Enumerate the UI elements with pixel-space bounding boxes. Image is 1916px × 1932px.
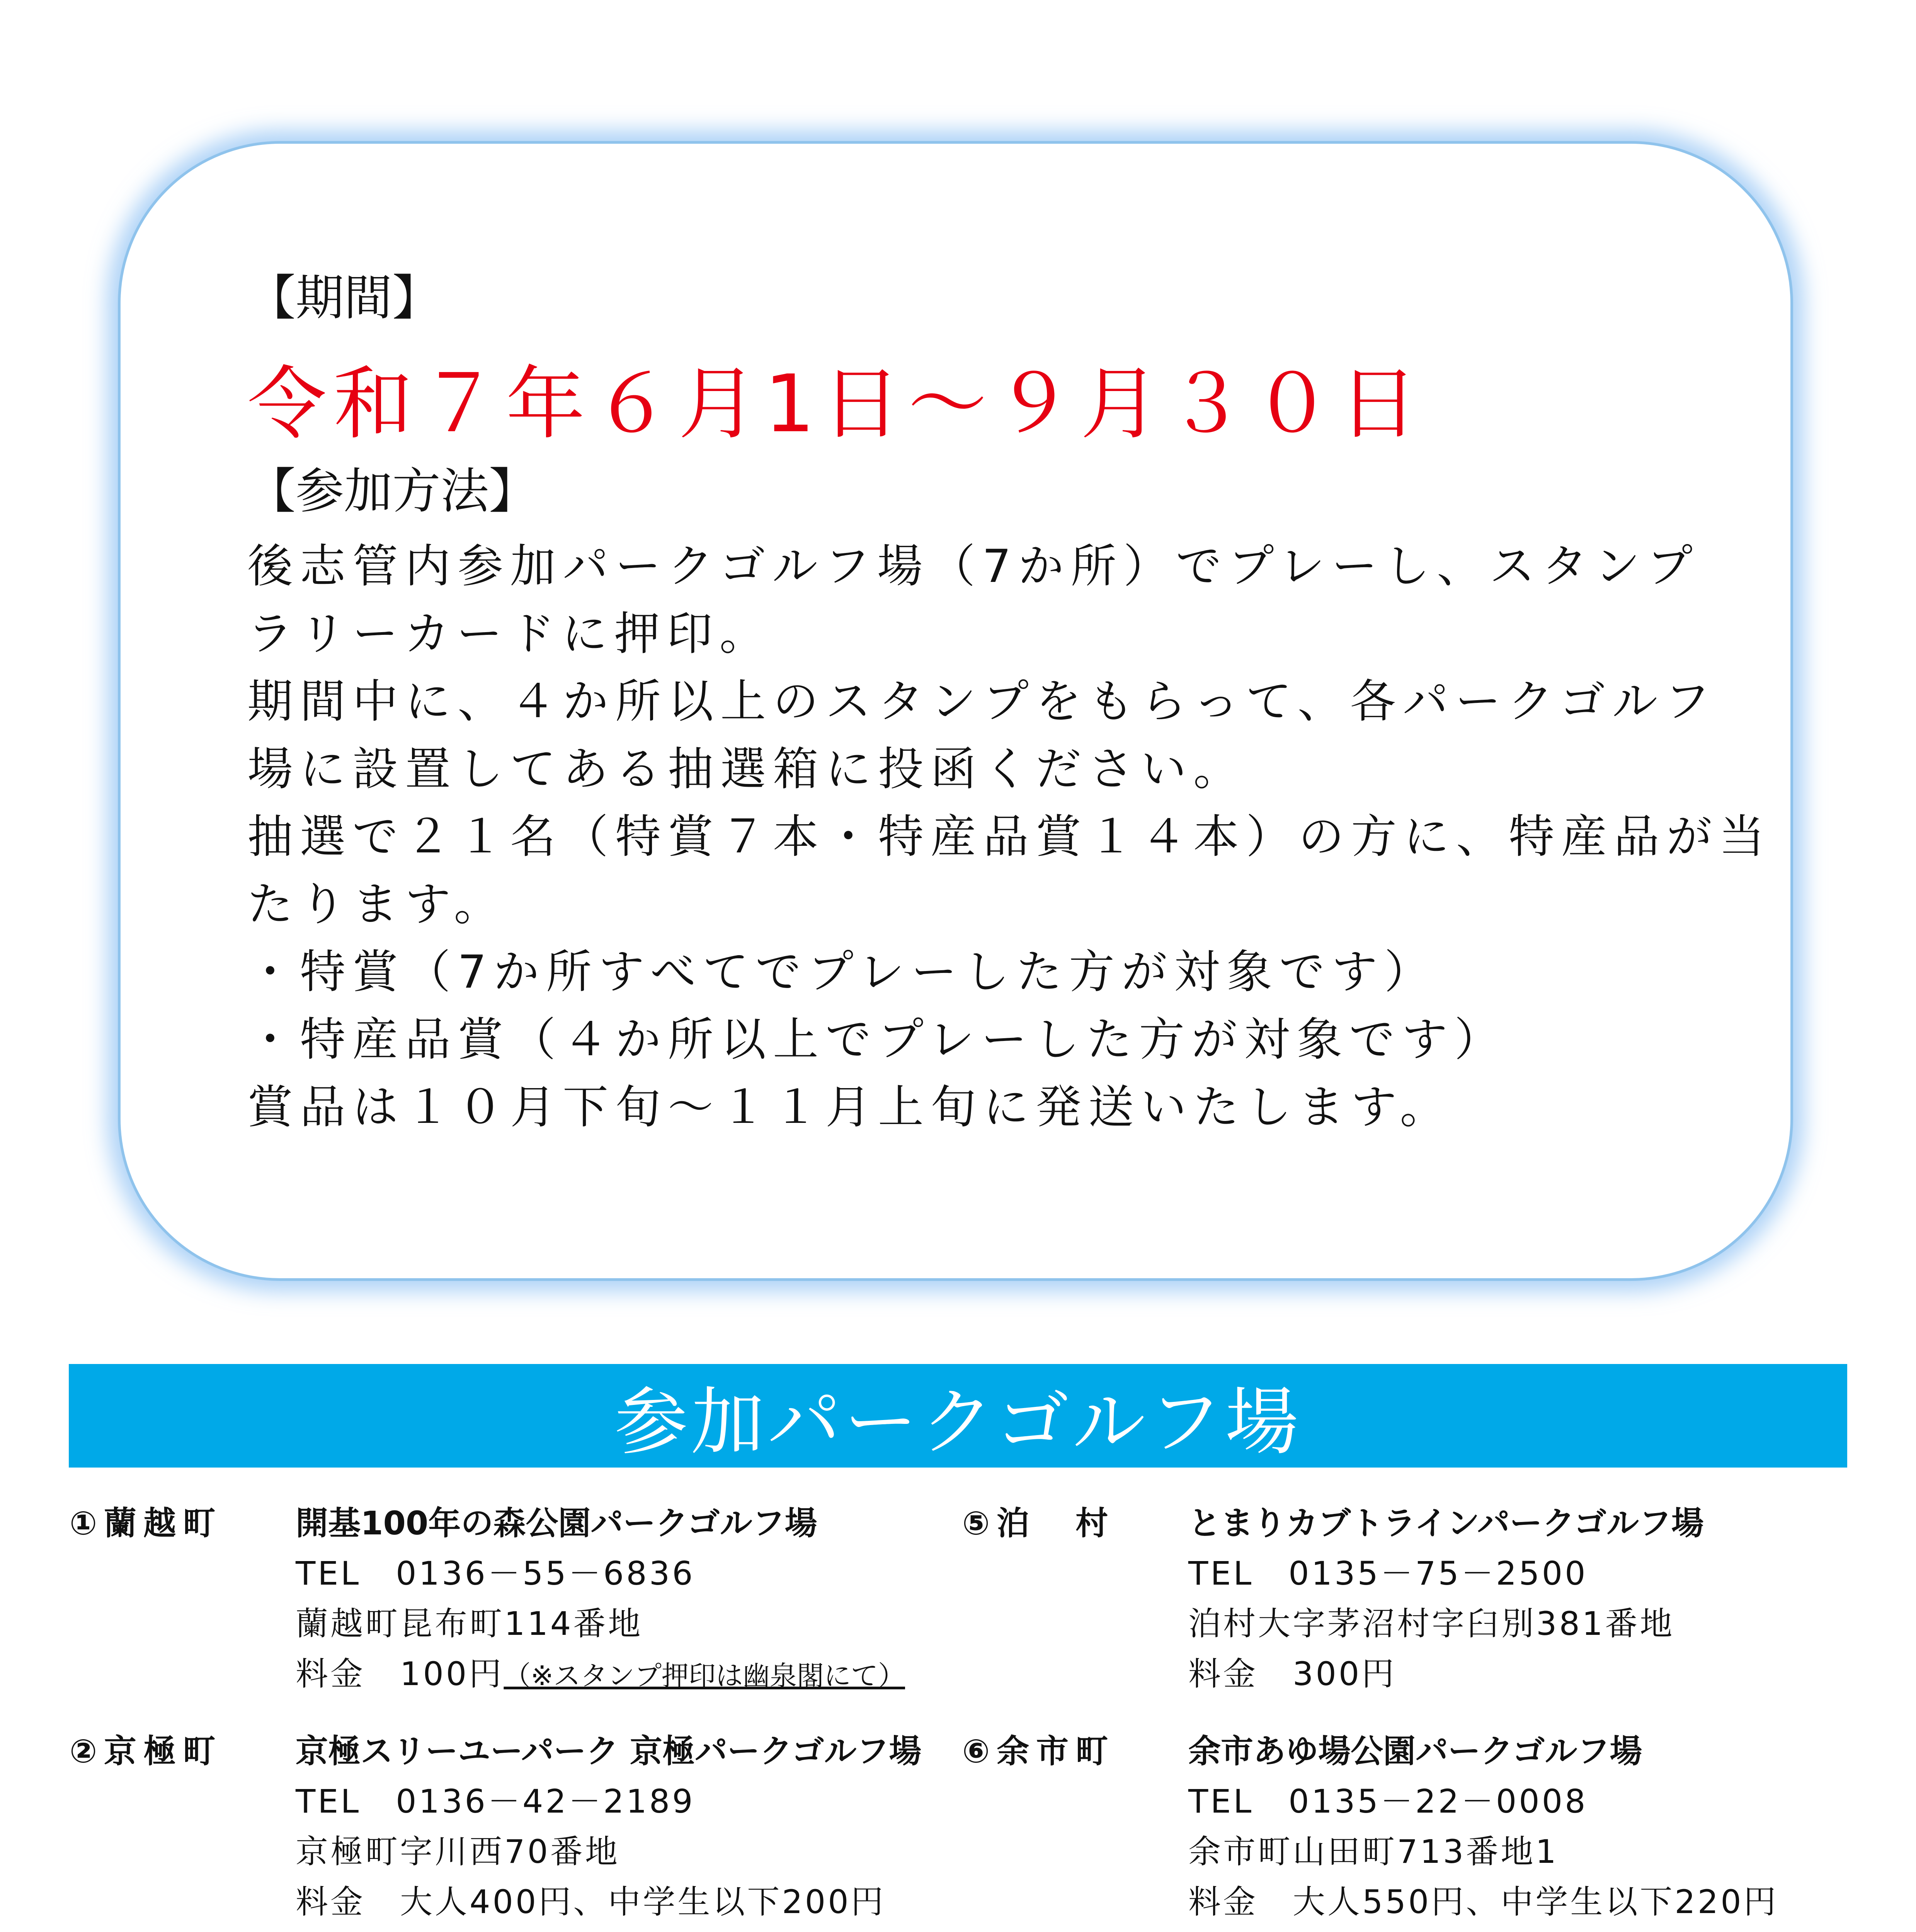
venue-town: ②京極町 [70, 1732, 223, 1770]
venue-name: 京極スリーユーパーク 京極パークゴルフ場 [296, 1732, 922, 1770]
venue-town: ①蘭越町 [70, 1504, 223, 1542]
banner-title: 参加パークゴルフ場 [614, 1379, 1302, 1465]
venue-name: とまりカブトラインパークゴルフ場 [1188, 1504, 1704, 1542]
method-line: 場に設置してある抽選箱に投函ください。 [247, 742, 1246, 796]
venue-tel: TEL 0135－22－0008 [1188, 1782, 1588, 1820]
venue-address: 蘭越町昆布町114番地 [296, 1605, 643, 1643]
venue-address: 泊村大字茅沼村字臼別381番地 [1188, 1605, 1675, 1643]
venue-tel: TEL 0135－75－2500 [1188, 1554, 1588, 1592]
fee-text: 料金 100円 [296, 1655, 504, 1693]
venue-fee [296, 1648, 905, 1695]
venue-address: 余市町山田町713番地1 [1188, 1833, 1559, 1871]
venue-town: ⑥余市町 [962, 1732, 1115, 1770]
venue-name: 開基100年の森公園パークゴルフ場 [296, 1504, 817, 1542]
venues-banner [69, 1364, 1847, 1468]
venue-fee: 料金 大人400円、中学生以下200円 [296, 1883, 886, 1921]
method-line: 抽選で２１名（特賞７本・特産品賞１４本）の方に、特産品が当 [247, 810, 1772, 863]
method-label: 【参加方法】 [247, 463, 537, 519]
venue-address: 京極町字川西70番地 [296, 1833, 620, 1871]
method-line: 後志管内参加パークゴルフ場（7か所）でプレーし、スタンプ [247, 539, 1700, 593]
method-line: ラリーカードに押印。 [247, 607, 772, 660]
method-line: ・特産品賞（４か所以上でプレーした方が対象です） [247, 1013, 1507, 1066]
period-label: 【期間】 [247, 270, 441, 326]
venue-tel: TEL 0136－42－2189 [296, 1782, 695, 1820]
venue-fee: 料金 300円 [1188, 1655, 1397, 1693]
method-line: たります。 [247, 878, 507, 931]
period-dates: 令和７年６月1日～９月３０日 [247, 358, 1425, 450]
venue-name: 余市あゆ場公園パークゴルフ場 [1188, 1732, 1642, 1770]
method-line: 期間中に、４か所以上のスタンプをもらって、各パークゴルフ [247, 675, 1717, 728]
venue-fee: 料金 大人550円、中学生以下220円 [1188, 1883, 1778, 1921]
venue-tel: TEL 0136－55－6836 [296, 1554, 695, 1592]
fee-note: （※スタンプ押印は幽泉閣にて） [504, 1660, 905, 1692]
method-line: ・特賞（7か所すべてでプレーした方が対象です） [247, 945, 1437, 998]
method-line: 賞品は１０月下旬～１１月上旬に発送いたします。 [247, 1080, 1453, 1134]
venue-town: ⑤泊 村 [962, 1504, 1115, 1542]
